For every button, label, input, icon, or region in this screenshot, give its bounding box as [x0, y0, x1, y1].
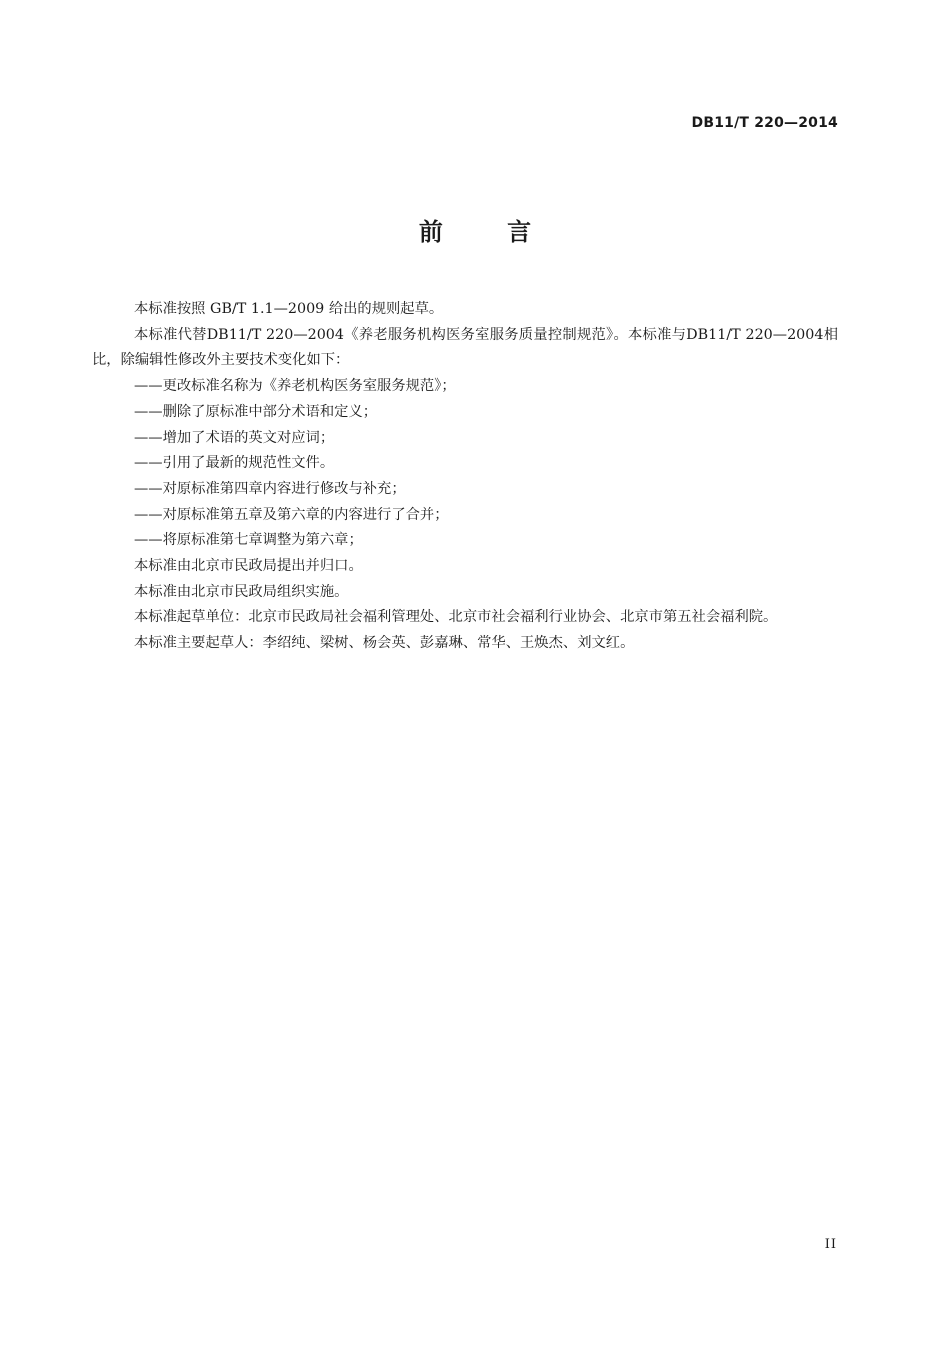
- list-item-change: ——对原标准第五章及第六章的内容进行了合并；: [134, 506, 449, 523]
- foreword-body: [92, 297, 838, 657]
- list-item-change: ——对原标准第四章内容进行修改与补充；: [134, 480, 406, 497]
- page-number: II: [824, 1237, 837, 1252]
- paragraph-drafting-rules: 本标准按照 GB/T 1.1—2009 给出的规则起草。: [134, 301, 444, 317]
- list-item-change: ——删除了原标准中部分术语和定义；: [134, 403, 378, 420]
- list-item-change: ——增加了术语的英文对应词；: [134, 429, 335, 446]
- list-item-change: ——将原标准第七章调整为第六章；: [134, 532, 363, 549]
- paragraph-implementer: 本标准由北京市民政局组织实施。: [134, 583, 349, 600]
- list-item-change: ——引用了最新的规范性文件。: [134, 455, 335, 472]
- document-code: DB11/T 220—2014: [691, 115, 838, 131]
- page-title: 前 言: [418, 218, 560, 246]
- paragraph-replacement-note: 本标准代替DB11/T 220—2004《养老服务机构医务室服务质量控制规范》。本标准与DB11/T 220—2004相比，除编辑性修改外主要技术变化如下：: [92, 326, 838, 369]
- paragraph-drafters: 本标准主要起草人：李绍纯、梁树、杨会英、彭嘉琳、常华、王焕杰、刘文红。: [134, 635, 635, 652]
- paragraph-proposer: 本标准由北京市民政局提出并归口。: [134, 558, 363, 575]
- paragraph-drafting-units: 本标准起草单位：北京市民政局社会福利管理处、北京市社会福利行业协会、北京市第五社会福利院。: [134, 609, 778, 626]
- list-item-change: ——更改标准名称为《养老机构医务室服务规范》；: [134, 378, 456, 395]
